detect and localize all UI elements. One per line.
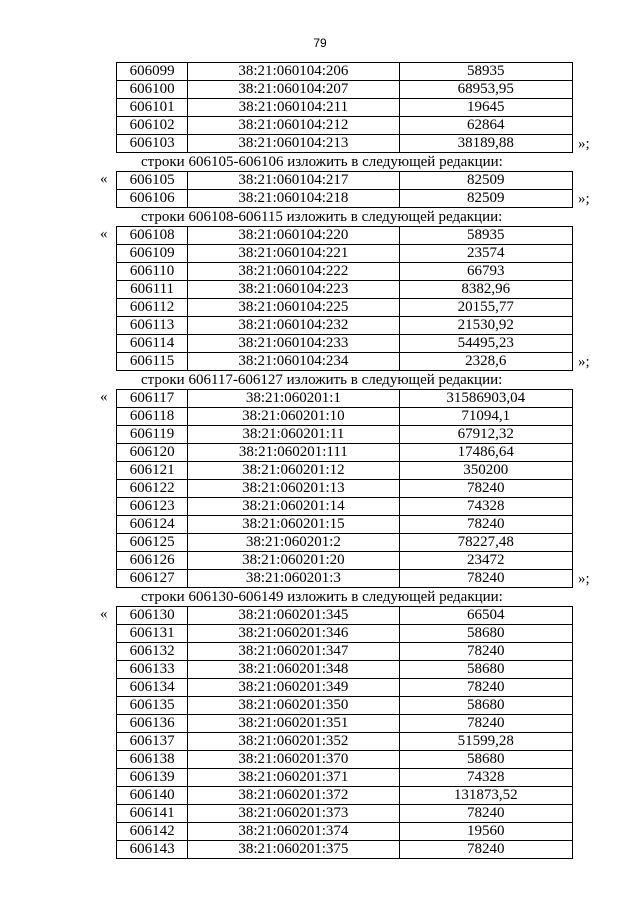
cadastral-number-cell: 38:21:060201:12 (188, 462, 399, 480)
table-row (117, 534, 573, 552)
value-cell: 78240 (399, 679, 572, 697)
value-cell: 74328 (399, 498, 572, 516)
cadastral-number-cell: 38:21:060201:1 (188, 390, 399, 408)
closing-quote: »; (578, 354, 590, 370)
value-cell: 350200 (399, 462, 572, 480)
table-row (117, 805, 573, 823)
row-number-cell: 606115 (117, 353, 188, 371)
cadastral-number-cell: 38:21:060201:3 (188, 570, 399, 588)
cadastral-number-cell: 38:21:060104:220 (188, 227, 399, 245)
table-row (117, 63, 573, 81)
table-row (117, 81, 573, 99)
row-number-cell: 606112 (117, 299, 188, 317)
row-number-cell: 606110 (117, 263, 188, 281)
table-row (117, 769, 573, 787)
table-row (117, 697, 573, 715)
cadastral-number-cell: 38:21:060104:207 (188, 81, 399, 99)
cadastral-number-cell: 38:21:060201:2 (188, 534, 399, 552)
table-row (117, 552, 573, 570)
value-cell: 78240 (399, 516, 572, 534)
row-number-cell: 606113 (117, 317, 188, 335)
value-cell: 17486,64 (399, 444, 572, 462)
cadastral-number-cell: 38:21:060104:233 (188, 335, 399, 353)
row-number-cell: 606101 (117, 99, 188, 117)
row-number-cell: 606108 (117, 227, 188, 245)
cadastral-number-cell: 38:21:060104:211 (188, 99, 399, 117)
row-number-cell: 606133 (117, 661, 188, 679)
cadastral-number-cell: 38:21:060104:206 (188, 63, 399, 81)
table-row (117, 99, 573, 117)
table-row (117, 353, 573, 371)
row-number-cell: 606123 (117, 498, 188, 516)
value-cell: 78240 (399, 805, 572, 823)
row-number-cell: 606120 (117, 444, 188, 462)
cadastral-number-cell: 38:21:060201:351 (188, 715, 399, 733)
row-number-cell: 606142 (117, 823, 188, 841)
row-number-cell: 606139 (117, 769, 188, 787)
row-number-cell: 606125 (117, 534, 188, 552)
row-number-cell: 606126 (117, 552, 188, 570)
value-cell: 66504 (399, 607, 572, 625)
data-table (116, 171, 573, 208)
cadastral-number-cell: 38:21:060104:222 (188, 263, 399, 281)
value-cell: 21530,92 (399, 317, 572, 335)
row-number-cell: 606141 (117, 805, 188, 823)
table-row (117, 516, 573, 534)
row-number-cell: 606111 (117, 281, 188, 299)
table-row (117, 607, 573, 625)
amendment-block (0, 588, 640, 859)
cadastral-number-cell: 38:21:060201:371 (188, 769, 399, 787)
row-number-cell: 606138 (117, 751, 188, 769)
cadastral-number-cell: 38:21:060104:218 (188, 190, 399, 208)
row-number-cell: 606127 (117, 570, 188, 588)
table-row (117, 679, 573, 697)
closing-quote: »; (578, 191, 590, 207)
table-row (117, 172, 573, 190)
value-cell: 51599,28 (399, 733, 572, 751)
row-number-cell: 606121 (117, 462, 188, 480)
opening-quote: « (100, 606, 108, 622)
table-row (117, 751, 573, 769)
opening-quote: « (100, 389, 108, 405)
cadastral-number-cell: 38:21:060201:370 (188, 751, 399, 769)
cadastral-number-cell: 38:21:060201:11 (188, 426, 399, 444)
row-number-cell: 606118 (117, 408, 188, 426)
row-number-cell: 606103 (117, 135, 188, 153)
cadastral-number-cell: 38:21:060201:349 (188, 679, 399, 697)
row-number-cell: 606132 (117, 643, 188, 661)
table-row (117, 715, 573, 733)
cadastral-number-cell: 38:21:060104:232 (188, 317, 399, 335)
amendment-block (0, 208, 640, 371)
table-row (117, 408, 573, 426)
value-cell: 58680 (399, 751, 572, 769)
table-row (117, 625, 573, 643)
table-row (117, 733, 573, 751)
table-row (117, 444, 573, 462)
amendment-instruction: строки 606117-606127 изложить в следующей редакции: (141, 372, 503, 388)
closing-quote: »; (578, 571, 590, 587)
value-cell: 58680 (399, 625, 572, 643)
value-cell: 58935 (399, 227, 572, 245)
data-table (116, 62, 573, 153)
value-cell: 78240 (399, 570, 572, 588)
amendment-block (0, 153, 640, 208)
cadastral-number-cell: 38:21:060201:373 (188, 805, 399, 823)
cadastral-number-cell: 38:21:060201:352 (188, 733, 399, 751)
cadastral-number-cell: 38:21:060104:217 (188, 172, 399, 190)
table-wrapper (0, 62, 640, 153)
table-wrapper (0, 606, 640, 859)
value-cell: 78240 (399, 715, 572, 733)
cadastral-number-cell: 38:21:060201:348 (188, 661, 399, 679)
value-cell: 82509 (399, 172, 572, 190)
cadastral-number-cell: 38:21:060201:13 (188, 480, 399, 498)
document-body (0, 62, 640, 859)
table-row (117, 426, 573, 444)
page-number: 79 (313, 36, 327, 50)
value-cell: 78240 (399, 841, 572, 859)
table-row (117, 823, 573, 841)
value-cell: 71094,1 (399, 408, 572, 426)
cadastral-number-cell: 38:21:060201:20 (188, 552, 399, 570)
row-number-cell: 606105 (117, 172, 188, 190)
value-cell: 58680 (399, 697, 572, 715)
amendment-instruction: строки 606105-606106 изложить в следующей редакции: (141, 154, 503, 170)
value-cell: 131873,52 (399, 787, 572, 805)
table-row (117, 135, 573, 153)
table-row (117, 227, 573, 245)
table-row (117, 480, 573, 498)
cadastral-number-cell: 38:21:060201:14 (188, 498, 399, 516)
row-number-cell: 606137 (117, 733, 188, 751)
cadastral-number-cell: 38:21:060104:213 (188, 135, 399, 153)
value-cell: 38189,88 (399, 135, 572, 153)
opening-quote: « (100, 171, 108, 187)
cadastral-number-cell: 38:21:060201:374 (188, 823, 399, 841)
amendment-block (0, 371, 640, 588)
table-row (117, 335, 573, 353)
cadastral-number-cell: 38:21:060104:225 (188, 299, 399, 317)
cadastral-number-cell: 38:21:060104:234 (188, 353, 399, 371)
row-number-cell: 606140 (117, 787, 188, 805)
value-cell: 78227,48 (399, 534, 572, 552)
value-cell: 62864 (399, 117, 572, 135)
value-cell: 82509 (399, 190, 572, 208)
value-cell: 58935 (399, 63, 572, 81)
row-number-cell: 606130 (117, 607, 188, 625)
table-row (117, 117, 573, 135)
value-cell: 74328 (399, 769, 572, 787)
data-table (116, 606, 573, 859)
value-cell: 66793 (399, 263, 572, 281)
table-row (117, 643, 573, 661)
table-row (117, 787, 573, 805)
row-number-cell: 606114 (117, 335, 188, 353)
value-cell: 67912,32 (399, 426, 572, 444)
cadastral-number-cell: 38:21:060201:346 (188, 625, 399, 643)
cadastral-number-cell: 38:21:060104:223 (188, 281, 399, 299)
data-table (116, 226, 573, 371)
cadastral-number-cell: 38:21:060201:345 (188, 607, 399, 625)
cadastral-number-cell: 38:21:060201:111 (188, 444, 399, 462)
table-row (117, 263, 573, 281)
row-number-cell: 606100 (117, 81, 188, 99)
value-cell: 68953,95 (399, 81, 572, 99)
table-row (117, 317, 573, 335)
cadastral-number-cell: 38:21:060104:221 (188, 245, 399, 263)
row-number-cell: 606131 (117, 625, 188, 643)
table-wrapper (0, 389, 640, 588)
value-cell: 23574 (399, 245, 572, 263)
row-number-cell: 606102 (117, 117, 188, 135)
cadastral-number-cell: 38:21:060201:10 (188, 408, 399, 426)
table-row (117, 462, 573, 480)
table-row (117, 498, 573, 516)
table-row (117, 661, 573, 679)
table-row (117, 190, 573, 208)
cadastral-number-cell: 38:21:060104:212 (188, 117, 399, 135)
value-cell: 20155,77 (399, 299, 572, 317)
value-cell: 78240 (399, 643, 572, 661)
table-wrapper (0, 171, 640, 208)
value-cell: 8382,96 (399, 281, 572, 299)
amendment-instruction: строки 606130-606149 изложить в следующей редакции: (141, 589, 503, 605)
row-number-cell: 606099 (117, 63, 188, 81)
table-row (117, 281, 573, 299)
value-cell: 19560 (399, 823, 572, 841)
row-number-cell: 606124 (117, 516, 188, 534)
cadastral-number-cell: 38:21:060201:372 (188, 787, 399, 805)
value-cell: 58680 (399, 661, 572, 679)
cadastral-number-cell: 38:21:060201:375 (188, 841, 399, 859)
row-number-cell: 606136 (117, 715, 188, 733)
cadastral-number-cell: 38:21:060201:350 (188, 697, 399, 715)
data-table (116, 389, 573, 588)
row-number-cell: 606122 (117, 480, 188, 498)
closing-quote: »; (578, 136, 590, 152)
row-number-cell: 606119 (117, 426, 188, 444)
row-number-cell: 606109 (117, 245, 188, 263)
table-row (117, 841, 573, 859)
amendment-block (0, 62, 640, 153)
table-row (117, 390, 573, 408)
row-number-cell: 606117 (117, 390, 188, 408)
row-number-cell: 606135 (117, 697, 188, 715)
value-cell: 19645 (399, 99, 572, 117)
row-number-cell: 606106 (117, 190, 188, 208)
row-number-cell: 606143 (117, 841, 188, 859)
opening-quote: « (100, 226, 108, 242)
value-cell: 31586903,04 (399, 390, 572, 408)
value-cell: 23472 (399, 552, 572, 570)
table-row (117, 570, 573, 588)
table-row (117, 299, 573, 317)
cadastral-number-cell: 38:21:060201:15 (188, 516, 399, 534)
table-wrapper (0, 226, 640, 371)
value-cell: 2328,6 (399, 353, 572, 371)
table-row (117, 245, 573, 263)
row-number-cell: 606134 (117, 679, 188, 697)
value-cell: 78240 (399, 480, 572, 498)
cadastral-number-cell: 38:21:060201:347 (188, 643, 399, 661)
value-cell: 54495,23 (399, 335, 572, 353)
amendment-instruction: строки 606108-606115 изложить в следующей редакции: (141, 209, 503, 225)
